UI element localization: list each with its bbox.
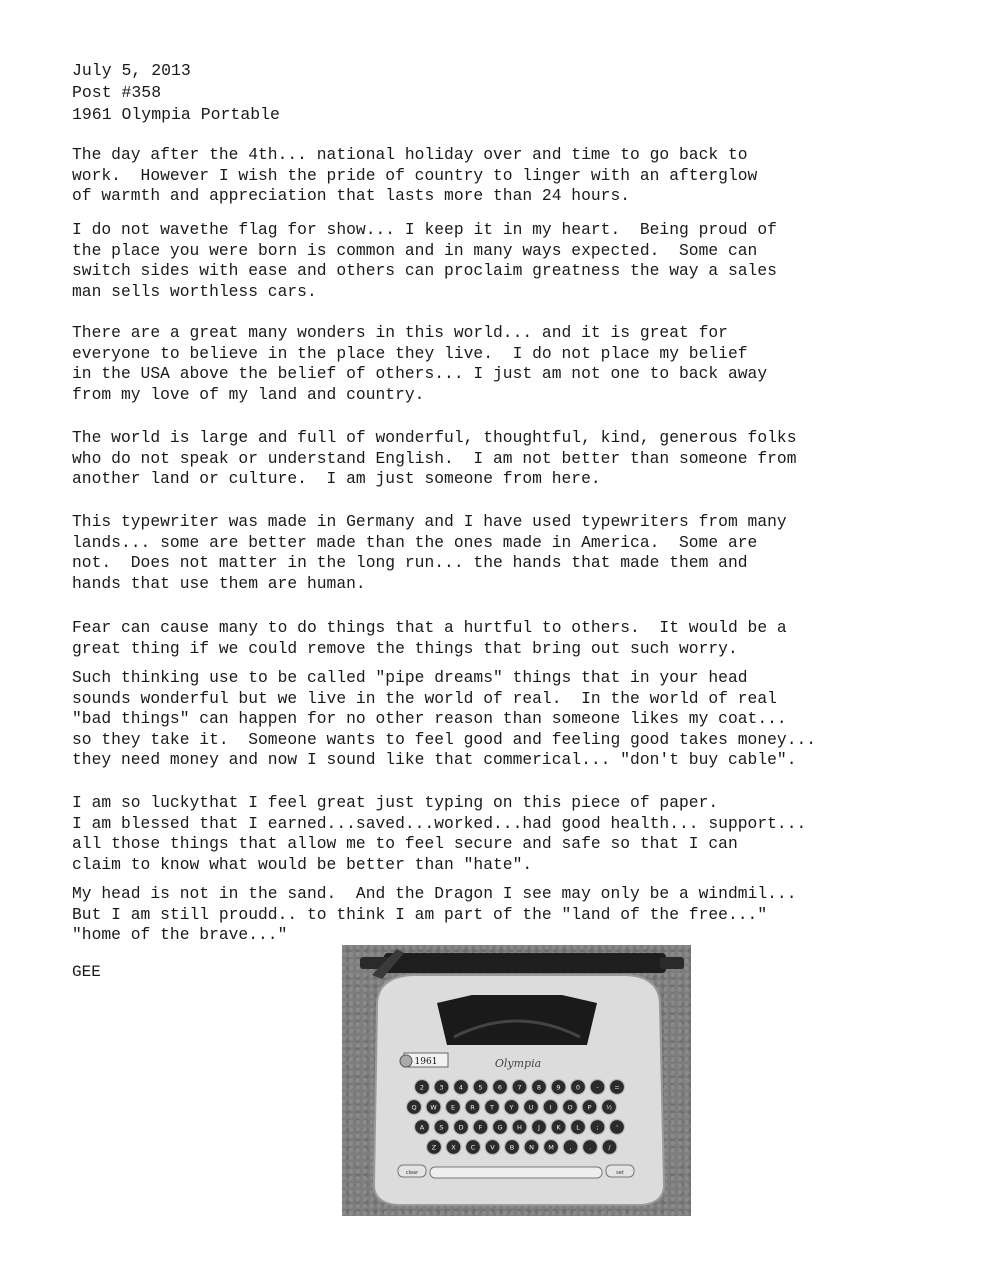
typewriter-name: 1961 Olympia Portable xyxy=(72,105,280,124)
paragraph-6: Fear can cause many to do things that a hurtful to others. It would be a great thing if we could remove the things that bring out such worry. xyxy=(72,618,787,658)
platen-knob-right xyxy=(660,957,684,969)
key-label: ; xyxy=(596,1123,599,1132)
key-label: K xyxy=(556,1123,561,1132)
paragraph-1: The day after the 4th... national holiday over and time to go back to work. However I wish the pride of country to linger with an afterglow of warmth and appreciation that lasts more than 24 hours. xyxy=(72,145,758,206)
key-label: R xyxy=(470,1103,475,1112)
paragraph-7: Such thinking use to be called "pipe dreams" things that in your head sounds wonderful but we live in the world of real. In the world of real "bad things" can happen for no other reason than someone likes my coat... so they take it. Someone wants to feel good and feeling good takes money... they need money and now I sound like that commerical... "don't buy cable". xyxy=(72,668,817,770)
key-label: 7 xyxy=(517,1083,522,1092)
key-label: W xyxy=(430,1103,437,1112)
key-label: D xyxy=(458,1123,464,1132)
key-label: A xyxy=(419,1123,425,1132)
key-label: 6 xyxy=(497,1083,503,1092)
signature: GEE xyxy=(72,963,101,981)
spacebar xyxy=(430,1167,602,1178)
key-label: 3 xyxy=(439,1083,444,1092)
paragraph-8: I am so luckythat I feel great just typing on this piece of paper. I am blessed that I earned...saved...worked...had good health... support... all those things that allow me to feel secure and safe so that I can claim to know what would be better than "hate". xyxy=(72,793,807,874)
key-label: 8 xyxy=(536,1083,542,1092)
key-label: ½ xyxy=(605,1103,613,1112)
key-label: Z xyxy=(431,1143,437,1152)
paragraph-5: This typewriter was made in Germany and I have used typewriters from many lands... some are better made than the ones made in America. Some are not. Does not matter in the long run... the hands that made them and hands that use them are human. xyxy=(72,512,787,593)
key-label: J xyxy=(538,1123,540,1132)
badge-icon xyxy=(400,1055,412,1067)
key-label: M xyxy=(548,1143,554,1152)
key-label: F xyxy=(478,1123,483,1132)
key-label: C xyxy=(470,1143,476,1152)
set-key-label: set xyxy=(616,1170,624,1176)
typewriter-illustration xyxy=(342,945,691,1216)
key-label: 9 xyxy=(556,1083,561,1092)
key-label: / xyxy=(608,1143,611,1152)
key-label: 0 xyxy=(575,1083,581,1092)
typewriter-photo xyxy=(342,945,691,1216)
key-label: U xyxy=(528,1103,534,1112)
key-label: = xyxy=(614,1083,620,1092)
key-label: O xyxy=(567,1103,573,1112)
key-label: N xyxy=(529,1143,534,1152)
key-label: - xyxy=(596,1083,599,1092)
key-label: 4 xyxy=(458,1083,464,1092)
key-label: , xyxy=(569,1143,572,1152)
key-label: ' xyxy=(616,1123,618,1132)
key-label: S xyxy=(439,1123,444,1132)
key-label: T xyxy=(490,1103,494,1112)
carriage xyxy=(384,953,666,973)
key-label: L xyxy=(576,1123,580,1132)
paragraph-2: I do not wavethe flag for show... I keep it in my heart. Being proud of the place you were born is common and in many ways expected. Some can switch sides with ease and others can proclaim greatness the way a sales man sells worthless cars. xyxy=(72,220,777,301)
post-date: July 5, 2013 xyxy=(72,61,191,80)
brand-logo: Olympia xyxy=(494,1057,542,1070)
paragraph-3: There are a great many wonders in this world... and it is great for everyone to believe in the place they live. I do not place my belief in the USA above the belief of others... I just am not one to back away from my love of my land and country. xyxy=(72,323,768,404)
key-label: 2 xyxy=(419,1083,425,1092)
key-label: X xyxy=(451,1143,456,1152)
year-label-text: 1961 xyxy=(414,1057,438,1067)
key-label: Y xyxy=(509,1103,514,1112)
key-label: E xyxy=(450,1103,456,1112)
key-label: I xyxy=(549,1103,552,1112)
clear-key-label: clear xyxy=(405,1170,419,1176)
post-header xyxy=(72,60,280,126)
key-label: B xyxy=(509,1143,515,1152)
key-label: Q xyxy=(411,1103,417,1112)
post-number: Post #358 xyxy=(72,83,162,102)
key-label: H xyxy=(517,1123,522,1132)
key-label: V xyxy=(490,1143,495,1152)
paragraph-4: The world is large and full of wonderful, thoughtful, kind, generous folks who do not speak or understand English. I am not better than someone from another land or culture. I am just someone from here. xyxy=(72,428,797,489)
key-label: . xyxy=(588,1143,592,1152)
key-label: 5 xyxy=(478,1083,483,1092)
key-label: P xyxy=(587,1103,592,1112)
key-label: G xyxy=(497,1123,503,1132)
paragraph-9: My head is not in the sand. And the Dragon I see may only be a windmil... But I am still proudd.. to think I am part of the "land of the free..." "home of the brave..." xyxy=(72,884,797,945)
